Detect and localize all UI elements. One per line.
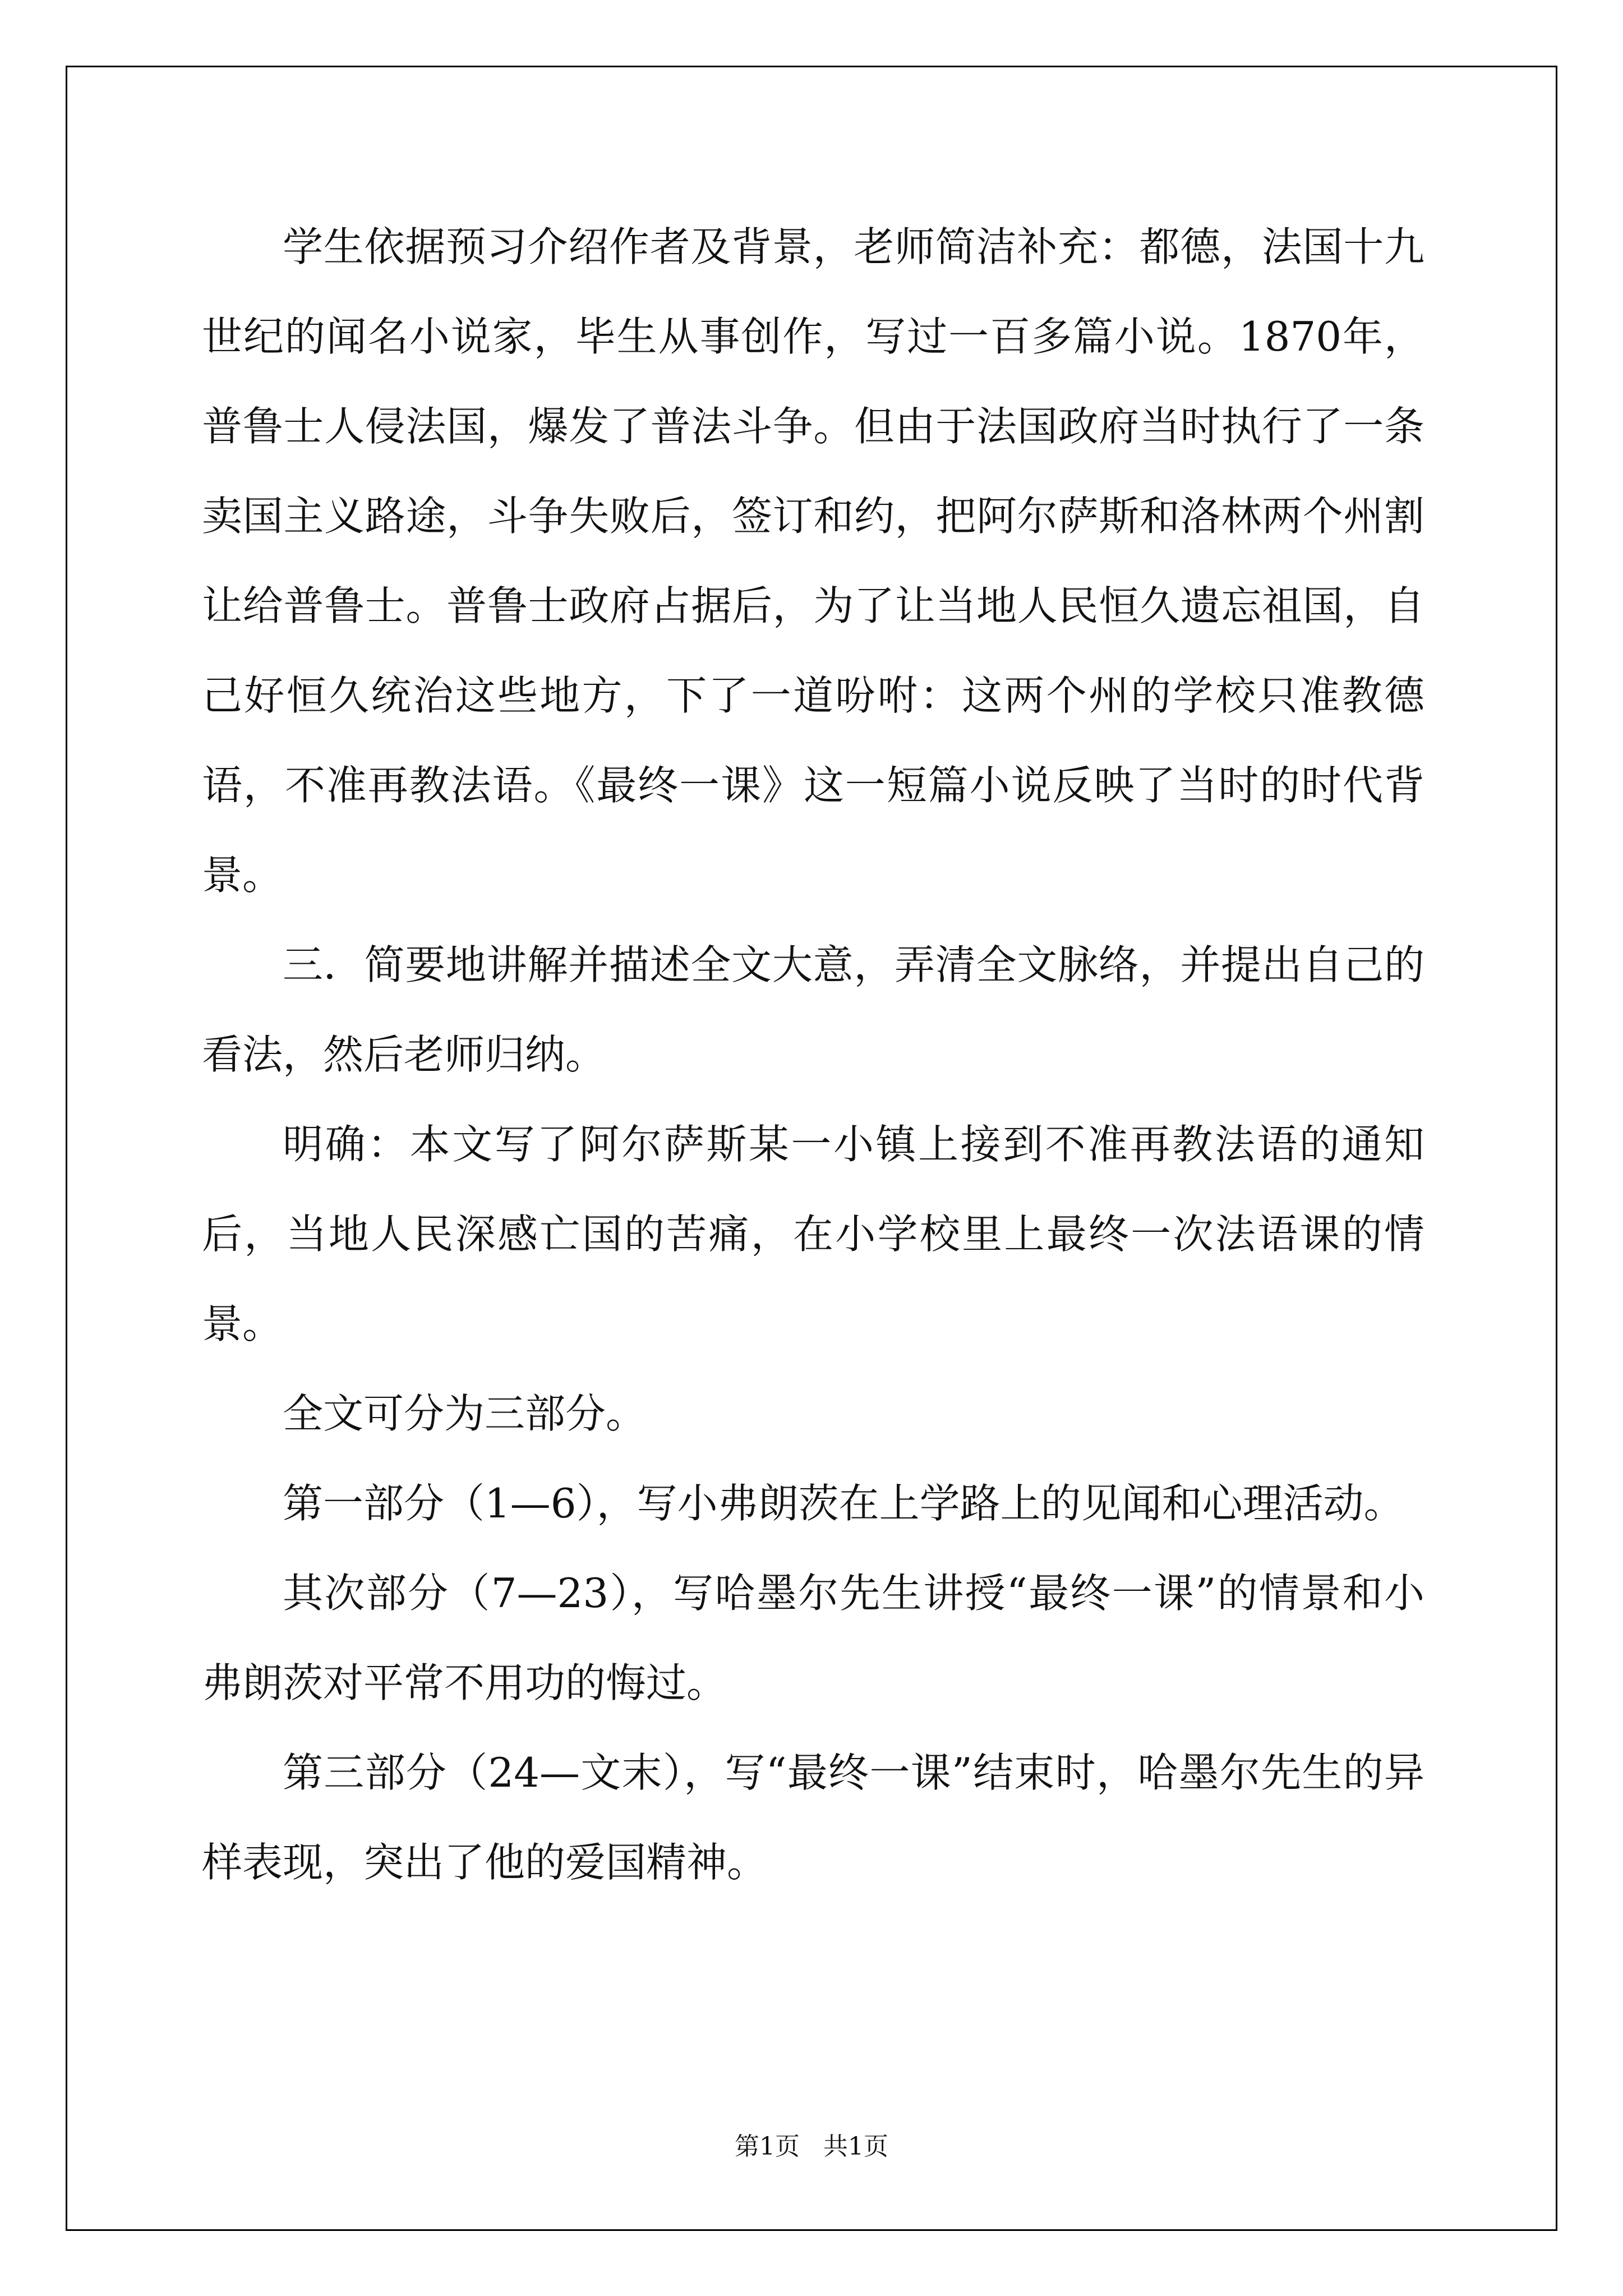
paragraph-structure-intro: 全文可分为三部分。 — [283, 1390, 647, 1437]
paragraph-clarification: 明确：本文写了阿尔萨斯某一小镇上接到不准再教法语的通知后，当地人民深感亡国的苦痛，在小学校里上最终一次法语课的情景。 — [202, 1121, 1424, 1347]
page-number: 第1页 — [735, 2132, 800, 2161]
paragraph-author-background: 学生依据预习介绍作者及背景，老师简洁补充：都德，法国十九世纪的闻名小说家，毕生从事创作，写过一百多篇小说。1870年，普鲁士人侵法国，爆发了普法斗争。但由于法国政府当时执行了一条卖国主义路途，斗争失败后，签订和约，把阿尔萨斯和洛林两个州割让给普鲁士。普鲁士政府占据后，为了让当地人民恒久遗忘祖国，自己好恒久统治这些地方，下了一道吩咐：这两个州的学校只准教德语，不准再教法语。《最终一课》这一短篇小说反映了当时的时代背景。 — [202, 223, 1424, 899]
paragraph-part-two: 其次部分（7—23），写哈墨尔先生讲授“最终一课”的情景和小弗朗茨对平常不用功的悔过。 — [202, 1570, 1424, 1706]
paragraph-part-one: 第一部分（1—6），写小弗朗茨在上学路上的见闻和心理活动。 — [283, 1480, 1404, 1527]
page-total: 共1页 — [823, 2132, 888, 2161]
paragraph-part-three: 第三部分（24—文末），写“最终一课”结束时，哈墨尔先生的异样表现，突出了他的爱国精神。 — [202, 1749, 1424, 1886]
document-body — [202, 202, 1424, 1907]
page-footer — [0, 2126, 1623, 2162]
paragraph-task-three: 三．简要地讲解并描述全文大意，弄清全文脉络，并提出自己的看法，然后老师归纳。 — [202, 941, 1424, 1078]
